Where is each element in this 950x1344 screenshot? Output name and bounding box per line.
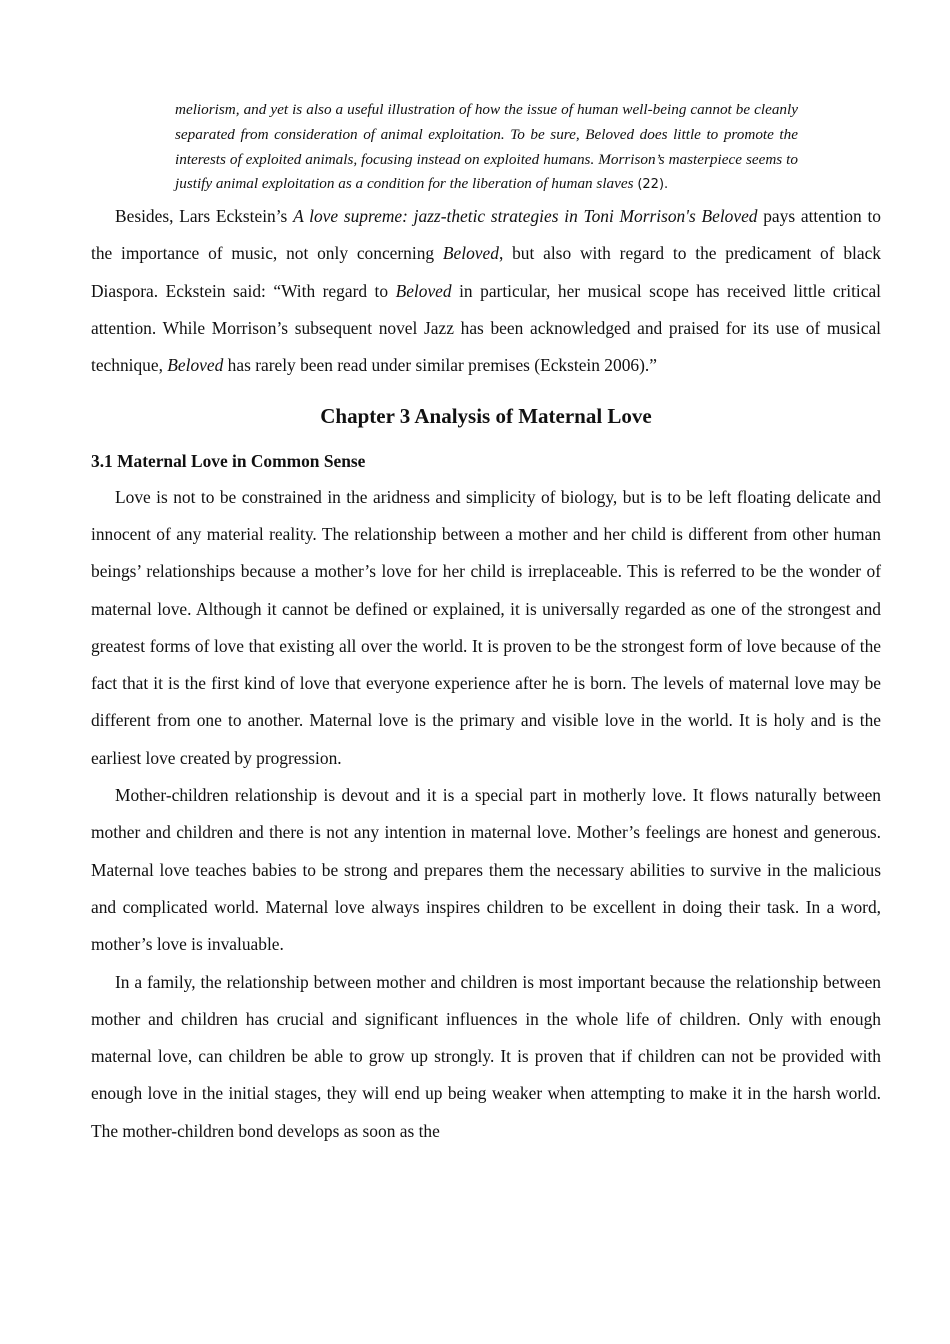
paragraph: In a family, the relationship between mother and children is most important because the relationship between mother and children has crucial and significant influences in the whole life of children. Only with enough maternal love, can children be able to grow up strongly. It is proven that if children can not be provided with enough love in the initial stages, they will end up being weaker when attempting to make it in the harsh world. The mother-children bond develops as soon as the	[91, 971, 881, 1141]
title-beloved: Beloved	[442, 243, 499, 264]
text-run: in particular, her musical scope has received little critical attention. While Morrison’s subsequent novel Jazz has been acknowledged and praised for its use of musical technique,	[91, 280, 881, 376]
paragraph-eckstein	[91, 198, 881, 384]
text-run: Besides, Lars Eckstein’s	[115, 206, 294, 227]
chapter-title: Chapter 3 Analysis of Maternal Love	[320, 403, 652, 428]
text-run: , but also with regard to the predicament of black Diaspora. Eckstein said: “With regard to	[91, 243, 881, 301]
text-run: pays attention to the importance of music, not only concerning	[91, 206, 881, 264]
title-beloved: Beloved	[167, 355, 224, 376]
book-title: A love supreme: jazz-thetic strategies in Toni Morrison's Beloved	[293, 206, 758, 227]
title-beloved: Beloved	[395, 280, 452, 301]
block-quote	[175, 98, 798, 198]
paragraph: Love is not to be constrained in the aridness and simplicity of biology, but is to be left floating delicate and innocent of any material reality. The relationship between a mother and her child is different from other human beings’ relationships because a mother’s love for her child is irreplaceable. This is referred to be the wonder of maternal love. Although it cannot be defined or explained, it is universally regarded as one of the strongest and greatest forms of love that existing all over the world. It is proven to be the strongest form of love because of the fact that it is the first kind of love that everyone experience after he is born. The levels of maternal love may be different from one to another. Maternal love is the primary and visible love in the world. It is holy and is the earliest love created by progression.	[91, 486, 881, 768]
paragraph: Mother-children relationship is devout and it is a special part in motherly love. It flows naturally between mother and children and there is not any intention in maternal love. Mother’s feelings are honest and generous. Maternal love teaches babies to be strong and prepares them the necessary abilities to survive in the malicious and complicated world. Maternal love always inspires children to be excellent in doing their task. In a word, mother’s love is invaluable.	[91, 785, 881, 955]
quote-citation: (22).	[637, 177, 669, 193]
document-page	[91, 98, 881, 1150]
text-run: has rarely been read under similar premises (Eckstein 2006).”	[223, 355, 657, 376]
section-title: 3.1 Maternal Love in Common Sense	[91, 450, 366, 471]
quote-text: meliorism, and yet is also a useful illustration of how the issue of human well-being cannot be cleanly separated from consideration of animal exploitation. To be sure, Beloved does little to promote the interests of exploited animals, focusing instead on exploited humans. Morrison’s masterpiece seems to justify animal exploitation as a condition for the liberation of human slaves	[175, 101, 798, 193]
